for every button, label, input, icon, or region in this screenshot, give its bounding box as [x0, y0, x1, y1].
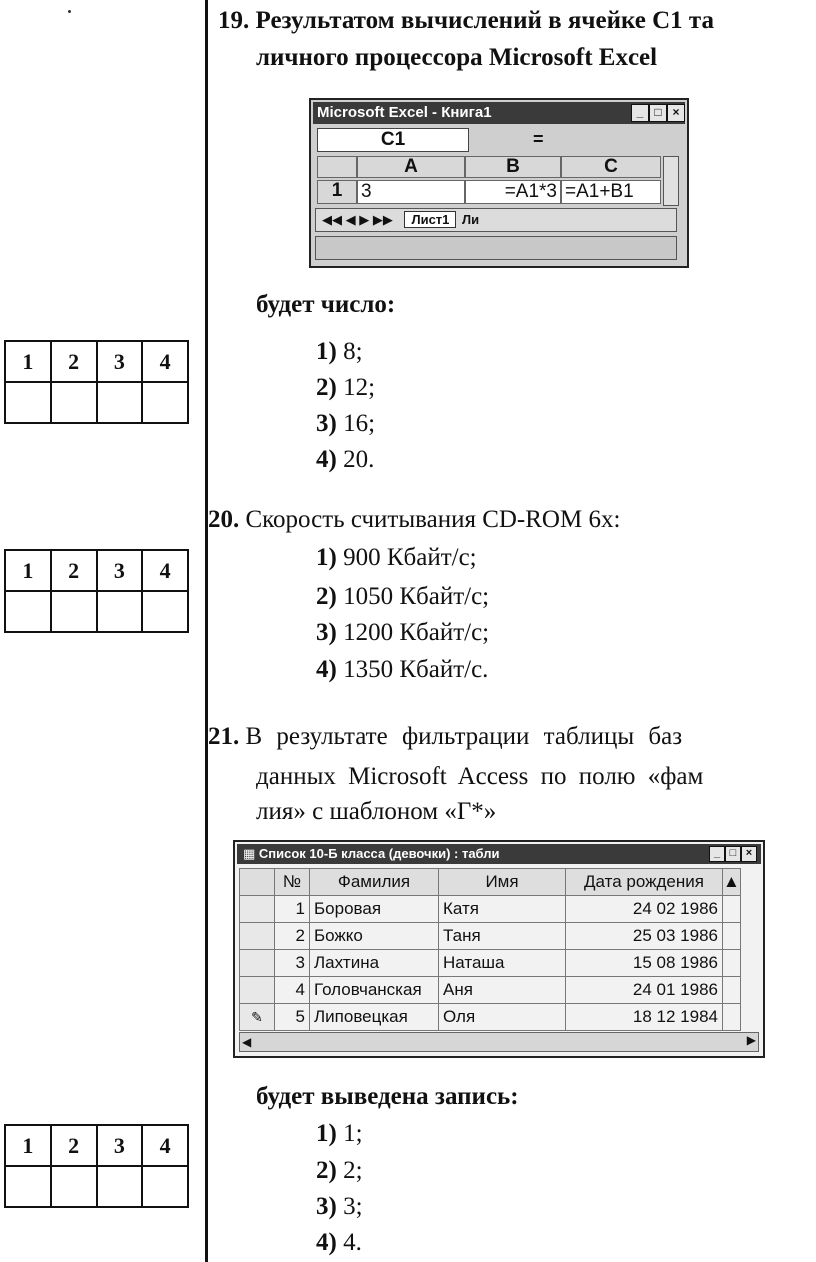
cell-birthdate[interactable]: 24 01 1986 [566, 977, 723, 1004]
answer-cell-3[interactable] [97, 1166, 143, 1207]
answer-label-2: 2 [51, 1125, 97, 1166]
option-21-3: 3) 3; [316, 1193, 363, 1220]
question-number: 20. [208, 506, 240, 533]
column-header-surname[interactable]: Фамилия [310, 869, 439, 896]
column-header-a[interactable]: A [357, 156, 465, 178]
question-text: В результате фильтрации таблицы баз [245, 723, 683, 750]
access-datasheet [239, 868, 741, 1031]
answer-label-4: 4 [142, 341, 188, 382]
record-selector[interactable] [240, 896, 275, 923]
record-selector-header[interactable] [240, 869, 275, 896]
scroll-up-icon[interactable]: ▲ [723, 869, 741, 896]
cell-a1[interactable]: 3 [357, 180, 465, 204]
cell-name[interactable]: Таня [439, 923, 566, 950]
cell-birthdate[interactable]: 18 12 1984 [566, 1004, 723, 1031]
scrollbar-track[interactable] [723, 923, 741, 950]
scrollbar-track[interactable] [723, 950, 741, 977]
column-header-b[interactable]: B [465, 156, 561, 178]
question-21-line3: лия» с шаблоном «Г*» [256, 798, 497, 825]
minimize-icon[interactable]: _ [709, 846, 725, 862]
answer-label-2: 2 [51, 341, 97, 382]
answer-cell-2[interactable] [51, 1166, 97, 1207]
answer-label-1: 1 [5, 1125, 51, 1166]
answer-label-3: 3 [97, 1125, 143, 1166]
option-20-3: 3) 1200 Кбайт/с; [316, 619, 490, 646]
answer-cell-2[interactable] [51, 382, 97, 423]
sheet-tab-1[interactable]: Лист1 [404, 211, 456, 228]
cell-surname[interactable]: Лахтина [310, 950, 439, 977]
nav-arrows-icon[interactable]: ◀◀ ◀ ▶ ▶▶ [322, 212, 393, 227]
question-21-line2: данных Microsoft Access по полю «фам [256, 763, 704, 790]
status-bar [315, 236, 677, 260]
cell-surname[interactable]: Липовецкая [310, 1004, 439, 1031]
option-21-2: 2) 2; [316, 1157, 363, 1184]
scrollbar-track[interactable] [723, 1004, 741, 1031]
edit-pencil-icon[interactable]: ✎ [240, 1004, 275, 1031]
cell-birthdate[interactable]: 25 03 1986 [566, 923, 723, 950]
excel-window [309, 98, 689, 268]
option-19-2: 2) 12; [316, 374, 376, 401]
answer-grid-21[interactable] [4, 1124, 189, 1208]
column-header-name[interactable]: Имя [439, 869, 566, 896]
table-row[interactable] [240, 923, 741, 950]
question-19-line2: личного процессора Microsoft Excel [256, 44, 658, 71]
minimize-icon[interactable]: _ [631, 104, 649, 122]
question-number: 19. [218, 7, 250, 34]
formula-equals: = [533, 129, 544, 149]
close-icon[interactable]: × [741, 846, 757, 862]
record-selector[interactable] [240, 950, 275, 977]
answer-cell-4[interactable] [142, 591, 188, 632]
formula-bar[interactable] [473, 128, 563, 150]
answer-cell-1[interactable] [5, 1166, 51, 1207]
option-21-1: 1) 1; [316, 1120, 363, 1147]
cell-surname[interactable]: Головчанская [310, 977, 439, 1004]
answer-label-3: 3 [97, 550, 143, 591]
cell-number[interactable]: 5 [275, 1004, 310, 1031]
answer-cell-2[interactable] [51, 591, 97, 632]
question-19-after: будет число: [256, 291, 396, 318]
vertical-scrollbar[interactable] [663, 156, 679, 206]
answer-cell-4[interactable] [142, 382, 188, 423]
question-text: Скорость считывания CD-ROM 6x: [245, 506, 621, 533]
question-text: Результатом вычислений в ячейке C1 та [255, 7, 715, 34]
table-row[interactable] [240, 1004, 741, 1031]
sheet-tab-bar [315, 208, 677, 232]
scroll-left-icon[interactable]: ◀ [242, 1035, 252, 1049]
answer-label-1: 1 [5, 550, 51, 591]
access-title-bar [237, 844, 761, 864]
margin-line [205, 0, 208, 1262]
answer-cell-1[interactable] [5, 591, 51, 632]
table-row[interactable] [240, 896, 741, 923]
maximize-icon[interactable]: □ [725, 846, 741, 862]
question-21-line1 [208, 716, 816, 757]
access-window [233, 840, 765, 1058]
cell-name[interactable]: Аня [439, 977, 566, 1004]
answer-label-4: 4 [142, 550, 188, 591]
table-icon: ▦ [243, 846, 259, 861]
option-20-4: 4) 1350 Кбайт/с. [316, 656, 489, 683]
column-header-c[interactable]: C [561, 156, 661, 178]
option-19-4: 4) 20. [316, 446, 375, 473]
option-20-1: 1) 900 Кбайт/с; [316, 544, 477, 571]
cell-number[interactable]: 4 [275, 977, 310, 1004]
cell-number[interactable]: 2 [275, 923, 310, 950]
record-selector[interactable] [240, 977, 275, 1004]
option-19-1: 1) 8; [316, 338, 363, 365]
answer-cell-1[interactable] [5, 382, 51, 423]
column-header-birthdate[interactable]: Дата рождения [566, 869, 723, 896]
answer-label-1: 1 [5, 341, 51, 382]
answer-grid-19[interactable] [4, 340, 189, 424]
question-20-line1 [208, 499, 620, 540]
answer-cell-4[interactable] [142, 1166, 188, 1207]
select-all-corner[interactable] [317, 156, 357, 178]
answer-grid-20[interactable] [4, 549, 189, 633]
question-number: 21. [208, 723, 240, 750]
row-header-1[interactable]: 1 [317, 180, 357, 204]
cell-birthdate[interactable]: 24 02 1986 [566, 896, 723, 923]
cell-name[interactable]: Оля [439, 1004, 566, 1031]
sheet-tab-2[interactable]: Ли [462, 212, 480, 227]
table-row[interactable] [240, 950, 741, 977]
table-row[interactable] [240, 977, 741, 1004]
scroll-right-icon[interactable]: ▶ [746, 1033, 756, 1047]
maximize-icon[interactable]: □ [649, 104, 667, 122]
option-19-3: 3) 16; [316, 410, 376, 437]
question-21-after: будет выведена запись: [256, 1083, 519, 1110]
option-20-2: 2) 1050 Кбайт/с; [316, 583, 490, 610]
answer-label-4: 4 [142, 1125, 188, 1166]
cell-name[interactable]: Катя [439, 896, 566, 923]
cell-birthdate[interactable]: 15 08 1986 [566, 950, 723, 977]
excel-title-bar [313, 102, 685, 124]
horizontal-scrollbar[interactable] [239, 1032, 759, 1052]
answer-label-3: 3 [97, 341, 143, 382]
cell-surname[interactable]: Божко [310, 923, 439, 950]
cell-surname[interactable]: Боровая [310, 896, 439, 923]
cell-c1[interactable]: =A1+B1 [561, 180, 661, 204]
name-box[interactable]: C1 [317, 128, 469, 152]
cell-b1[interactable]: =A1*3 [465, 180, 561, 204]
column-header-number[interactable]: № [275, 869, 310, 896]
cell-number[interactable]: 1 [275, 896, 310, 923]
close-icon[interactable]: × [667, 104, 685, 122]
answer-cell-3[interactable] [97, 591, 143, 632]
option-21-4: 4) 4. [316, 1229, 362, 1256]
speck [68, 10, 71, 13]
cell-name[interactable]: Наташа [439, 950, 566, 977]
header-row [240, 869, 741, 896]
excel-title: Microsoft Excel - Книга1 [317, 104, 492, 121]
question-19-line1 [218, 0, 816, 41]
scrollbar-track[interactable] [723, 977, 741, 1004]
answer-cell-3[interactable] [97, 382, 143, 423]
access-title: Список 10-Б класса (девочки) : табли [258, 846, 500, 861]
answer-label-2: 2 [51, 550, 97, 591]
record-selector[interactable] [240, 923, 275, 950]
scrollbar-track[interactable] [723, 896, 741, 923]
cell-number[interactable]: 3 [275, 950, 310, 977]
